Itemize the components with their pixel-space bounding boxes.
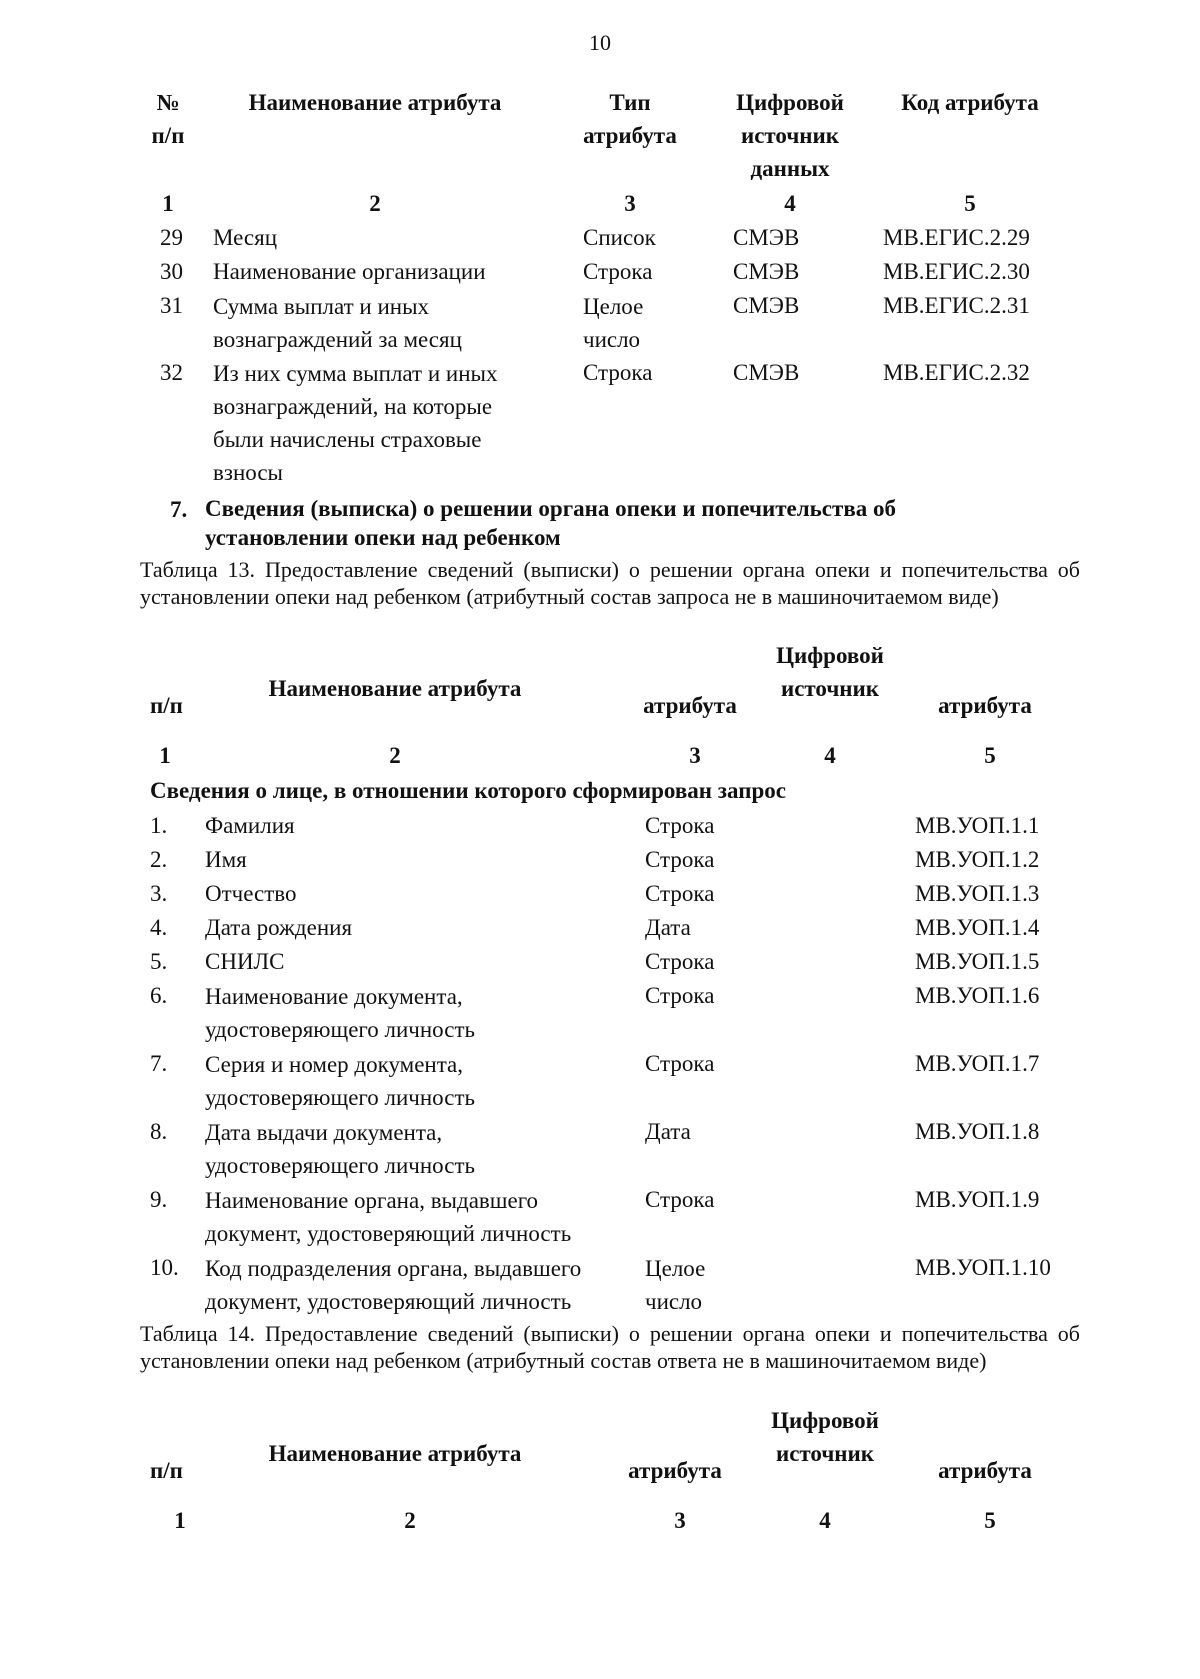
col-number-3: 3 [624,191,636,216]
row-type: Строка [645,949,715,974]
row-num: 6. [150,983,168,1008]
row-code: МВ.УОП.1.9 [915,1187,1040,1212]
row-type: Список [583,225,656,250]
row-code: МВ.УОП.1.6 [915,983,1040,1008]
page-number: 10 [589,30,611,55]
row-name: СНИЛС [205,949,285,974]
header-type: атрибута [628,1458,722,1483]
row-num: 7. [150,1051,168,1076]
row-num: 31 [160,293,183,318]
row-type: Строка [645,1187,715,1212]
header-code: Код атрибута [901,90,1039,115]
row-source: СМЭВ [733,225,800,250]
table-14-caption: Таблица 14. Предоставление сведений (выписки) о решении органа опеки и попечительства об установлении опеки над ребенком (атрибутный состав ответа не в машиночитаемом виде) [140,1321,1080,1373]
row-code: МВ.УОП.1.3 [915,881,1040,906]
header-num: п/п [150,693,183,718]
col-number-2: 2 [404,1508,416,1533]
header-type: Тип атрибута [583,90,677,148]
header-source: Цифровой источник [771,1408,879,1466]
row-code: МВ.ЕГИС.2.30 [883,259,1030,284]
row-source: СМЭВ [733,259,800,284]
row-name: Код подразделения органа, выдавшего документ, удостоверяющий личность [205,1256,582,1314]
col-number-1: 1 [174,1508,186,1533]
row-type: Строка [583,360,653,385]
row-num: 30 [160,259,183,284]
row-type: Строка [645,847,715,872]
row-type: Целое число [583,294,644,352]
row-num: 10. [150,1255,179,1280]
group-title: Сведения о лице, в отношении которого сформирован запрос [150,778,786,803]
row-num: 8. [150,1119,168,1144]
row-source: СМЭВ [733,360,800,385]
section-number: 7. [170,497,188,522]
header-type: атрибута [643,693,737,718]
row-type: Строка [645,1051,715,1076]
row-name: Отчество [205,881,297,906]
row-type: Целое число [645,1256,706,1314]
row-name: Дата рождения [205,915,353,940]
row-type: Строка [583,259,653,284]
row-name: Месяц [213,225,278,250]
row-source: СМЭВ [733,293,800,318]
header-code: атрибута [938,1458,1032,1483]
row-name: Наименование документа, удостоверяющего личность [205,984,475,1042]
table-13-caption: Таблица 13. Предоставление сведений (выписки) о решении органа опеки и попечительства об установлении опеки над ребенком (атрибутный состав запроса не в машиночитаемом виде) [140,557,1080,609]
row-num: 2. [150,847,168,872]
col-number-5: 5 [984,1508,996,1533]
row-code: МВ.ЕГИС.2.32 [883,360,1030,385]
col-number-2: 2 [369,191,381,216]
row-code: МВ.УОП.1.10 [915,1255,1051,1280]
col-number-3: 3 [674,1508,686,1533]
col-number-3: 3 [689,743,701,768]
row-code: МВ.УОП.1.2 [915,847,1040,872]
row-code: МВ.ЕГИС.2.31 [883,293,1030,318]
row-num: 4. [150,915,168,940]
header-num: п/п [150,1458,183,1483]
row-num: 29 [160,225,183,250]
col-number-1: 1 [162,191,174,216]
section-title: Сведения (выписка) о решении органа опеки и попечительства об установлении опеки над ребенком [205,496,896,550]
header-code: атрибута [938,693,1032,718]
row-num: 9. [150,1187,168,1212]
row-type: Строка [645,983,715,1008]
row-name: Наименование организации [213,259,486,284]
row-num: 1. [150,813,168,838]
header-name: Наименование атрибута [248,90,502,115]
header-num: № п/п [151,90,185,148]
row-code: МВ.УОП.1.4 [915,915,1040,940]
col-number-5: 5 [964,191,976,216]
col-number-1: 1 [159,743,171,768]
row-code: МВ.УОП.1.5 [915,949,1040,974]
row-code: МВ.УОП.1.7 [915,1051,1040,1076]
row-num: 3. [150,881,168,906]
col-number-4: 4 [784,191,796,216]
row-name: Наименование органа, выдавшего документ, удостоверяющий личность [205,1188,572,1246]
row-type: Дата [645,915,691,940]
header-name: Наименование атрибута [268,676,522,701]
header-name: Наименование атрибута [268,1441,522,1466]
row-name: Дата выдачи документа, удостоверяющего личность [205,1120,475,1178]
row-name: Имя [205,847,247,872]
row-name: Фамилия [205,813,295,838]
row-code: МВ.УОП.1.8 [915,1119,1040,1144]
row-type: Дата [645,1119,691,1144]
row-num: 5. [150,949,168,974]
col-number-4: 4 [824,743,836,768]
row-type: Строка [645,881,715,906]
col-number-5: 5 [984,743,996,768]
row-type: Строка [645,813,715,838]
header-source: Цифровой источник [776,643,884,701]
col-number-4: 4 [819,1508,831,1533]
row-name: Сумма выплат и иных вознаграждений за месяц [213,294,462,352]
row-num: 32 [160,360,183,385]
col-number-2: 2 [389,743,401,768]
row-name: Серия и номер документа, удостоверяющего личность [205,1052,475,1110]
row-code: МВ.ЕГИС.2.29 [883,225,1030,250]
row-name: Из них сумма выплат и иных вознаграждений, на которые были начислены страховые взносы [213,361,498,485]
header-source: Цифровой источник данных [736,90,844,181]
row-code: МВ.УОП.1.1 [915,813,1040,838]
